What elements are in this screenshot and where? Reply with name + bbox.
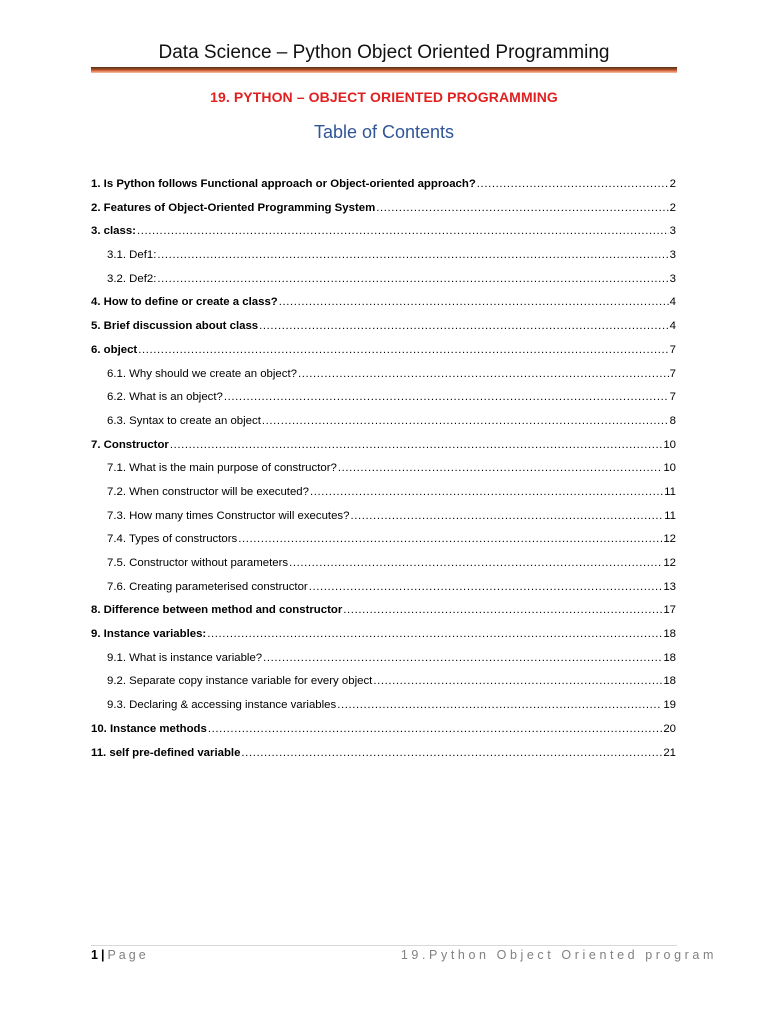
toc-entry-title: 9.2. Separate copy instance variable for every object [107, 675, 373, 688]
toc-entry-page-number: 12 [663, 533, 676, 546]
toc-dot-leader [262, 412, 669, 430]
toc-entry-title: 10. Instance methods [91, 722, 207, 735]
footer-page-number: 1 [91, 948, 98, 962]
toc-entry[interactable] [91, 601, 676, 625]
toc-entry-title: 6.2. What is an object? [107, 391, 223, 404]
toc-dot-leader [289, 554, 662, 572]
toc-entry-title: 7.3. How many times Constructor will executes? [107, 509, 350, 522]
toc-entry[interactable] [91, 649, 676, 673]
toc-dot-leader [338, 459, 663, 477]
toc-entry-page-number: 4 [669, 320, 676, 333]
toc-entry-page-number: 11 [664, 509, 676, 522]
toc-entry-title: 4. How to define or create a class? [91, 296, 278, 309]
toc-entry-title: 3. class: [91, 225, 136, 238]
toc-entry[interactable] [91, 175, 676, 199]
toc-entry-title: 8. Difference between method and constructor [91, 604, 343, 617]
toc-entry-title: 7.5. Constructor without parameters [107, 557, 289, 569]
toc-entry-page-number: 3 [669, 225, 676, 238]
toc-entry[interactable] [91, 530, 676, 554]
table-of-contents [91, 175, 676, 767]
toc-entry[interactable] [91, 341, 676, 365]
toc-entry[interactable] [91, 459, 676, 483]
toc-dot-leader [224, 388, 669, 406]
toc-entry-title: 5. Brief discussion about class [91, 320, 259, 333]
toc-entry-page-number: 10 [663, 462, 676, 475]
toc-entry-title: 6. object [91, 343, 138, 356]
toc-entry-page-number: 19 [663, 699, 676, 712]
toc-dot-leader [241, 744, 662, 762]
toc-entry-title: 7.6. Creating parameterised constructor [107, 580, 308, 593]
toc-entry-page-number: 10 [663, 438, 676, 451]
footer-divider [91, 945, 677, 946]
toc-entry-page-number: 21 [663, 746, 676, 759]
toc-entry-title: 7.1. What is the main purpose of constructor? [107, 462, 337, 475]
toc-entry[interactable] [91, 483, 676, 507]
toc-dot-leader [170, 436, 662, 454]
toc-entry-page-number: 7 [669, 391, 676, 404]
toc-entry-page-number: 3 [669, 272, 676, 285]
toc-dot-leader [350, 507, 663, 525]
toc-dot-leader [263, 649, 662, 667]
toc-entry[interactable] [91, 293, 676, 317]
toc-dot-leader [337, 696, 662, 714]
toc-entry-title: 3.2. Def2: [107, 272, 157, 285]
toc-entry[interactable] [91, 720, 676, 744]
toc-entry[interactable] [91, 672, 676, 696]
footer-page-label: Page [107, 948, 149, 962]
toc-entry[interactable] [91, 744, 676, 768]
toc-entry[interactable] [91, 388, 676, 412]
toc-entry[interactable] [91, 199, 676, 223]
toc-dot-leader [238, 530, 662, 548]
toc-dot-leader [157, 270, 668, 288]
toc-entry-title: 2. Features of Object-Oriented Programming System [91, 201, 376, 214]
toc-entry-page-number: 12 [663, 557, 676, 569]
toc-entry[interactable] [91, 507, 676, 531]
toc-entry-title: 6.1. Why should we create an object? [107, 367, 297, 380]
toc-entry-page-number: 11 [664, 485, 676, 498]
toc-entry-page-number: 20 [663, 722, 676, 735]
toc-dot-leader [310, 483, 663, 501]
toc-entry-title: 9. Instance variables: [91, 628, 207, 641]
toc-entry[interactable] [91, 246, 676, 270]
document-header-title: Data Science – Python Object Oriented Programming [158, 42, 610, 63]
toc-dot-leader [138, 341, 668, 359]
toc-entry-title: 9.1. What is instance variable? [107, 651, 263, 664]
toc-entry-page-number: 3 [669, 249, 676, 262]
toc-entry-page-number: 8 [669, 414, 676, 427]
toc-entry-page-number: 4 [669, 296, 676, 309]
toc-entry-page-number: 2 [669, 178, 676, 190]
toc-entry-page-number: 18 [663, 651, 676, 664]
toc-entry[interactable] [91, 270, 676, 294]
toc-entry[interactable] [91, 317, 676, 341]
toc-heading: Table of Contents [313, 122, 455, 142]
footer-separator: | [100, 948, 105, 962]
toc-dot-leader [137, 222, 669, 240]
toc-entry-title: 3.1. Def1: [107, 249, 157, 262]
toc-entry-page-number: 13 [663, 580, 676, 593]
toc-entry[interactable] [91, 412, 676, 436]
toc-entry-title: 7. Constructor [91, 438, 169, 451]
toc-entry-page-number: 18 [663, 628, 676, 641]
toc-entry-page-number: 2 [669, 201, 676, 214]
toc-entry-page-number: 18 [663, 675, 676, 688]
footer-page-info [91, 948, 149, 962]
toc-entry[interactable] [91, 625, 676, 649]
toc-entry-title: 7.4. Types of constructors [107, 533, 238, 546]
toc-dot-leader [208, 720, 662, 738]
toc-dot-leader [259, 317, 669, 335]
footer-chapter-label: 19.Python Object Oriented program [400, 948, 717, 962]
toc-entry[interactable] [91, 696, 676, 720]
toc-entry-page-number: 7 [669, 367, 676, 380]
toc-entry-title: 11. self pre-defined variable [91, 746, 241, 759]
toc-dot-leader [298, 365, 669, 383]
toc-entry[interactable] [91, 554, 676, 578]
toc-dot-leader [373, 672, 662, 690]
toc-entry-title: 9.3. Declaring & accessing instance variables [107, 699, 337, 712]
toc-dot-leader [309, 578, 663, 596]
toc-entry-title: 6.3. Syntax to create an object [107, 414, 261, 427]
toc-dot-leader [343, 601, 662, 619]
toc-entry[interactable] [91, 222, 676, 246]
toc-dot-leader [157, 246, 668, 264]
chapter-title: 19. PYTHON – OBJECT ORIENTED PROGRAMMING [210, 89, 558, 105]
toc-dot-leader [207, 625, 662, 643]
toc-entry[interactable] [91, 365, 676, 389]
toc-dot-leader [279, 293, 669, 311]
toc-entry-page-number: 7 [669, 343, 676, 356]
toc-entry[interactable] [91, 578, 676, 602]
toc-dot-leader [477, 175, 669, 193]
toc-entry-title: 7.2. When constructor will be executed? [107, 485, 309, 498]
toc-dot-leader [376, 199, 668, 217]
header-divider [91, 67, 677, 73]
toc-entry[interactable] [91, 436, 676, 460]
toc-entry-page-number: 17 [663, 604, 676, 617]
toc-entry-title: 1. Is Python follows Functional approach or Object-oriented approach? [91, 178, 476, 190]
